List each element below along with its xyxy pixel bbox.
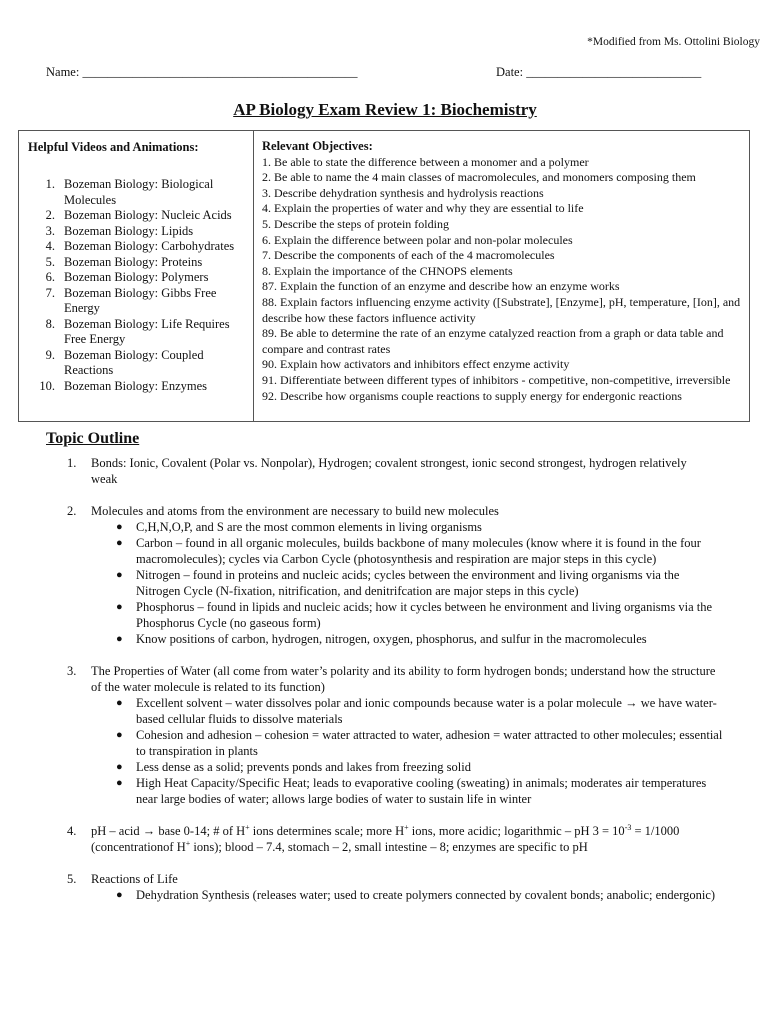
outline-section-5: 5. Reactions of Life ● Dehydration Synthesis (releases water; used to create polymers connected by covalent bonds; anabolic; endergonic) xyxy=(0,871,770,903)
bullet-item: ● Carbon – found in all organic molecules, builds backbone of many molecules (know where it is found in the four macromolecules); cycles via Carbon Cycle (photosynthesis and respiration are major steps in this cycle) xyxy=(116,536,701,566)
objectives-heading: Relevant Objectives: xyxy=(262,139,373,153)
page-title: AP Biology Exam Review 1: Biochemistry xyxy=(233,100,537,119)
objective-item: 6. Explain the difference between polar and non-polar molecules xyxy=(262,232,573,247)
video-item: 1. Bozeman Biology: Biological Molecules xyxy=(45,177,214,207)
bullet-item: ● Know positions of carbon, hydrogen, nitrogen, oxygen, phosphorus, and sulfur in the macromolecules xyxy=(116,632,647,646)
video-item: 7. Bozeman Biology: Gibbs Free Energy xyxy=(45,285,217,315)
modified-note: *Modified from Ms. Ottolini Biology xyxy=(587,36,760,48)
video-item: 2. Bozeman Biology: Nucleic Acids xyxy=(45,208,232,222)
bullet-item: ● Excellent solvent – water dissolves polar and ionic compounds because water is a polar molecule → we have water-based cellular fluids to dissolve materials xyxy=(116,696,717,726)
topic-outline xyxy=(0,455,770,919)
video-item: 5. Bozeman Biology: Proteins xyxy=(45,254,203,269)
bullet-list xyxy=(0,695,770,807)
objectives-column xyxy=(254,131,749,421)
objective-item: 90. Explain how activators and inhibitors effect enzyme activity xyxy=(262,357,570,372)
video-item: 10. Bozeman Biology: Enzymes xyxy=(39,378,208,393)
outline-section-2: 2. Molecules and atoms from the environment are necessary to build new molecules ● C,H,N,O,P, and S are the most common elements in living organisms ● Carbon – found in all organic molecules, builds backbone of many molecules (know where it is found in the four macromolecules); cycles via Carbon Cycle (photosynthesis and respiration are major steps in this cycle) ● Nitrogen – found in proteins and nucleic acids; cycles between the environment and living organisms via the Nitrogen Cycle (N-fixation, nitrification, and denitrifcation are major steps in this cycle) ● Phosphorus – found in lipids and nucleic acids; how it cycles between he environment and living organisms via the Phosphorus Cycle (no gaseous form) ● Know positions of carbon, hydrogen, nitrogen, oxygen, phosphorus, and sulfur in the macromolecules xyxy=(0,503,770,647)
objective-item: 8. Explain the importance of the CHNOPS elements xyxy=(262,263,513,278)
objective-item: 3. Describe dehydration synthesis and hydrolysis reactions xyxy=(262,185,544,200)
outline-section-3: 3. The Properties of Water (all come from water’s polarity and its ability to form hydrogen bonds; understand how the structure of the water molecule is related to its function) ● Excellent solvent – water dissolves polar and ionic compounds because water is a polar molecule → we have water-based cellular fluids to dissolve materials ● Cohesion and adhesion – cohesion = water attracted to water, adhesion = water attracted to other molecules; essential to transpiration in plants ● Less dense as a solid; prevents ponds and lakes from freezing solid ● High Heat Capacity/Specific Heat; leads to evaporative cooling (sweating) in animals; moderates air temperatures near large bodies of water; allows large bodies of water to sustain life in winter xyxy=(0,663,770,807)
ph-text: pH – acid → base 0-14; # of H+ ions determines scale; more H+ ions, more acidic; logarithmic – pH $3 = 10^{-3} = 1/1000$ (concentrationof H+ ions); blood – 7.4, stomach – 2, small intestine – 8; enzymes are specific to pH xyxy=(91,822,680,854)
videos-heading: Helpful Videos and Animations: xyxy=(28,140,199,154)
video-item: 4. Bozeman Biology: Carbohydrates xyxy=(45,239,235,253)
objective-item: 92. Describe how organisms couple reactions to supply energy for endergonic reactions xyxy=(262,388,682,403)
objective-item: 89. Be able to determine the rate of an enzyme catalyzed reaction from a graph or data table and compare and contrast rates xyxy=(262,326,724,356)
outline-section-4: 4. pH – acid → base 0-14; # of H+ ions determines scale; more H+ ions, more acidic; logarithmic – pH $3 = 10^{-3} = 1/1000$ (concentrationof H+ ions); blood – 7.4, stomach – 2, small intestine – 8; enzymes are specific to pH xyxy=(0,823,770,855)
objective-item: 4. Explain the properties of water and why they are essential to life xyxy=(262,201,584,216)
videos-list xyxy=(28,177,253,394)
bullet-item: ● C,H,N,O,P, and S are the most common elements in living organisms xyxy=(116,520,482,534)
bullet-item: ● High Heat Capacity/Specific Heat; leads to evaporative cooling (sweating) in animals; moderates air temperatures near large bodies of water; allows large bodies of water to sustain life in winter xyxy=(116,776,707,806)
video-item: 3. Bozeman Biology: Lipids xyxy=(45,223,194,238)
video-item: 6. Bozeman Biology: Polymers xyxy=(45,270,209,284)
objective-item: 7. Describe the components of each of the 4 macromolecules xyxy=(262,248,555,263)
objective-item: 91. Differentiate between different types of inhibitors - competitive, non-competitive, irreversible xyxy=(262,372,731,387)
topic-outline-heading: Topic Outline xyxy=(46,430,140,447)
resources-table xyxy=(18,130,750,422)
objective-item: 88. Explain factors influencing enzyme activity ([Substrate], [Enzyme], pH, temperature, [Ion], and describe how these factors influence activity xyxy=(262,294,741,325)
bullet-item: ● Nitrogen – found in proteins and nucleic acids; cycles between the environment and living organisms via the Nitrogen Cycle (N-fixation, nitrification, and denitrifcation are major steps in this cycle) xyxy=(116,568,680,598)
name-field-line: Name: ____________________________________________ xyxy=(46,65,358,79)
objective-item: 87. Explain the function of an enzyme and describe how an enzyme works xyxy=(262,279,620,294)
objective-item: 1. Be able to state the difference between a monomer and a polymer xyxy=(262,154,589,169)
video-item: 9. Bozeman Biology: Coupled Reactions xyxy=(45,347,204,377)
bullet-list xyxy=(0,519,770,647)
bullet-item: ● Cohesion and adhesion – cohesion = water attracted to water, adhesion = water attracted to other molecules; essential to transpiration in plants xyxy=(116,728,723,758)
bullet-item: ● Dehydration Synthesis (releases water; used to create polymers connected by covalent bonds; anabolic; endergonic) xyxy=(116,888,716,902)
bullet-item: ● Phosphorus – found in lipids and nucleic acids; how it cycles between he environment and living organisms via the Phosphorus Cycle (no gaseous form) xyxy=(116,600,713,630)
video-item: 8. Bozeman Biology: Life Requires Free Energy xyxy=(45,316,230,346)
bullet-list xyxy=(0,887,770,903)
videos-column xyxy=(19,131,254,421)
date-field-line: Date: ____________________________ xyxy=(496,65,702,79)
bullet-item: ● Less dense as a solid; prevents ponds and lakes from freezing solid xyxy=(116,760,471,774)
objective-item: 2. Be able to name the 4 main classes of macromolecules, and monomers composing them xyxy=(262,170,696,185)
outline-section-1: 1. Bonds: Ionic, Covalent (Polar vs. Nonpolar), Hydrogen; covalent strongest, ionic second strongest, hydrogen relatively weak xyxy=(67,456,687,486)
objectives-list xyxy=(262,155,749,405)
objective-item: 5. Describe the steps of protein folding xyxy=(262,216,449,231)
